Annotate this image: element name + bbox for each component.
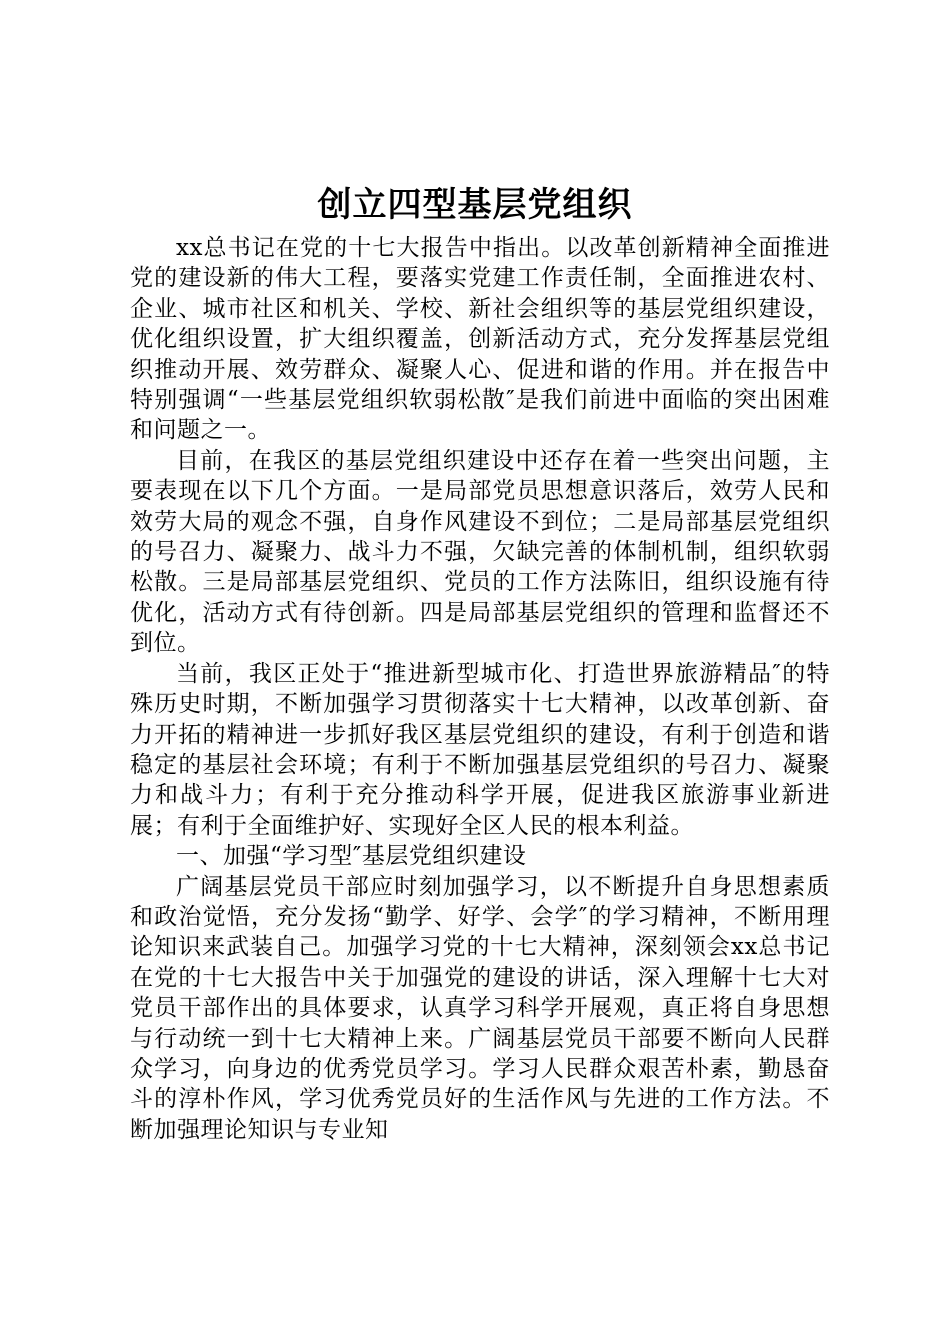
paragraph-intro: xx总书记在党的十七大报告中指出。以改革创新精神全面推进党的建设新的伟大工程，要落实党建工作责任制，全面推进农村、企业、城市社区和机关、学校、新社会组织等的基层党组织建设，优化组织设置，扩大组织覆盖，创新活动方式，充分发挥基层党组织推动开展、效劳群众、凝聚人心、促进和谐的作用。并在报告中特别强调“一些基层党组织软弱松散″是我们前进中面临的突出困难和问题之一。 bbox=[130, 235, 830, 444]
paragraph-problems: 目前，在我区的基层党组织建设中还存在着一些突出问题，主要表现在以下几个方面。一是局部党员思想意识落后，效劳人民和效劳大局的观念不强，自身作风建设不到位；二是局部基层党组织的号召力、凝聚力、战斗力不强，欠缺完善的体制机制，组织软弱松散。三是局部基层党组织、党员的工作方法陈旧，组织设施有待优化，活动方式有待创新。四是局部基层党组织的管理和监督还不到位。 bbox=[130, 447, 830, 657]
paragraph-current-situation: 当前，我区正处于“推进新型城市化、打造世界旅游精品″的特殊历史时期，不断加强学习贯彻落实十七大精神，以改革创新、奋力开拓的精神进一步抓好我区基层党组织的建设，有利于创造和谐稳定的基层社会环境；有利于不断加强基层党组织的号召力、凝聚力和战斗力；有利于充分推动科学开展，促进我区旅游事业新进展；有利于全面维护好、实现好全区人民的根本利益。 bbox=[130, 660, 830, 839]
section-heading-learning: 一、加强“学习型″基层党组织建设 bbox=[176, 843, 527, 870]
document-body bbox=[130, 233, 830, 1145]
document-title: 创立四型基层党组织 bbox=[317, 185, 633, 225]
paragraph-learning: 广阔基层党员干部应时刻加强学习，以不断提升自身思想素质和政治觉悟，充分发扬“勤学、好学、会学″的学习精神，不断用理论知识来武装自己。加强学习党的十七大精神，深刻领会xx总书记在党的十七大报告中关于加强党的建设的讲话，深入理解十七大对党员干部作出的具体要求，认真学习科学开展观，真正将自身思想与行动统一到十七大精神上来。广阔基层党员干部要不断向人民群众学习，向身边的优秀党员学习。学习人民群众艰苦朴素，勤恳奋斗的淳朴作风，学习优秀党员好的生活作风与先进的工作方法。不断加强理论知识与专业知 bbox=[130, 873, 830, 1143]
